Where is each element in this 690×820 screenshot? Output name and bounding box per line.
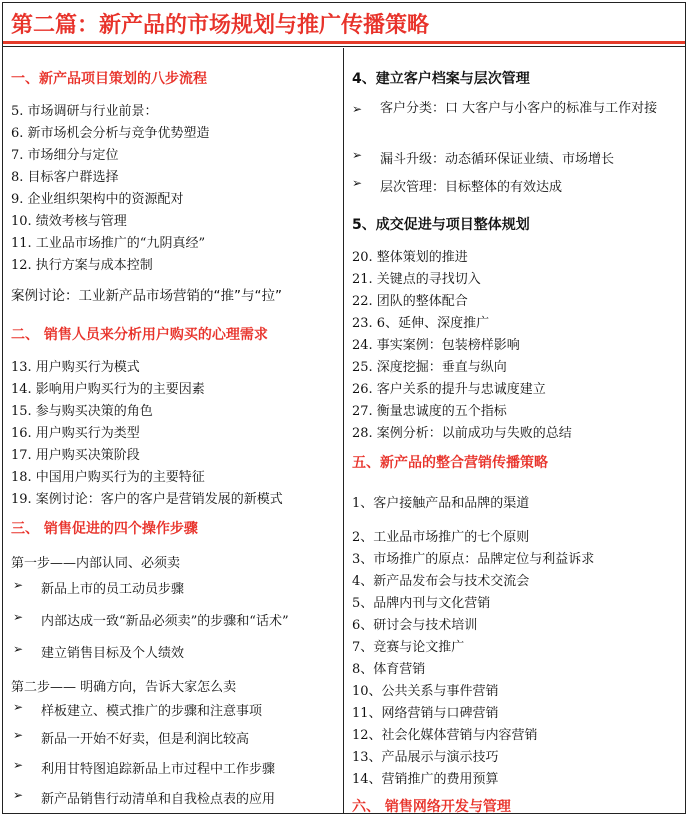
list-item: 25. 深度挖掘：垂直与纵向 (352, 360, 507, 375)
section-heading: 三、 销售促进的四个操作步骤 (11, 521, 198, 537)
left-column (3, 48, 342, 814)
list-item: 8. 目标客户群选择 (11, 170, 119, 185)
list-item: 14、营销推广的费用预算 (352, 772, 499, 787)
bullet-arrow-icon: ➢ (13, 788, 24, 802)
bullet-arrow-icon: ➢ (13, 758, 24, 772)
list-item: 28. 案例分析：以前成功与失败的总结 (352, 426, 572, 441)
list-item: 23. 6、延伸、深度推广 (352, 316, 490, 331)
section-heading: 一、新产品项目策划的八步流程 (11, 71, 207, 87)
list-item: 12、社会化媒体营销与内容营销 (352, 728, 538, 743)
list-item: 3、市场推广的原点：品牌定位与利益诉求 (352, 552, 595, 567)
section-heading: 二、 销售人员来分析用户购买的心理需求 (11, 327, 268, 343)
list-item: 客户分类：口 大客户与小客户的标准与工作对接 (380, 101, 658, 116)
list-item: 新品一开始不好卖，但是利润比较高 (41, 732, 250, 747)
list-item: 7、竞赛与论文推广 (352, 640, 465, 655)
bullet-arrow-icon: ➢ (13, 610, 24, 624)
list-item: 16. 用户购买行为类型 (11, 426, 140, 441)
bullet-arrow-icon: ➢ (13, 700, 24, 714)
list-item: 19. 案例讨论：客户的客户是营销发展的新模式 (11, 492, 283, 507)
list-item: 14. 影响用户购买行为的主要因素 (11, 382, 205, 397)
section-heading: 六、 销售网络开发与管理 (352, 799, 511, 814)
list-item: 10. 绩效考核与管理 (11, 214, 127, 229)
divider (3, 46, 685, 47)
list-item: 7. 市场细分与定位 (11, 148, 119, 163)
list-item: 9. 企业组织架构中的资源配对 (11, 192, 184, 207)
list-item: 12. 执行方案与成本控制 (11, 258, 153, 273)
list-item: 24. 事实案例：包装榜样影响 (352, 338, 520, 353)
step-label: 第一步——内部认同、必须卖 (11, 556, 181, 571)
list-item: 11、网络营销与口碑营销 (352, 706, 499, 721)
list-item: 8、体育营销 (352, 662, 426, 677)
list-item: 5. 市场调研与行业前景： (11, 104, 158, 119)
case-discussion: 案例讨论：工业新产品市场营销的“推”与“拉” (11, 288, 282, 304)
list-item: 20. 整体策划的推进 (352, 250, 468, 265)
list-item: 层次管理：目标整体的有效达成 (380, 180, 563, 195)
section-heading: 5、成交促进与项目整体规划 (352, 217, 530, 233)
list-item: 新品上市的员工动员步骤 (41, 582, 185, 597)
list-item: 21. 关键点的寻找切入 (352, 272, 481, 287)
bullet-arrow-icon: ➢ (352, 176, 363, 190)
list-item: 1、客户接触产品和品牌的渠道 (352, 496, 530, 511)
list-item: 15. 参与购买决策的角色 (11, 404, 153, 419)
list-item: 13. 用户购买行为模式 (11, 360, 140, 375)
list-item: 内部达成一致“新品必须卖”的步骤和“话术” (41, 614, 289, 629)
bullet-arrow-icon: ➢ (352, 148, 363, 162)
step-label: 第二步—— 明确方向，告诉大家怎么卖 (11, 680, 237, 695)
list-item: 新产品销售行动清单和自我检点表的应用 (41, 792, 276, 807)
list-item: 5、品牌内刊与文化营销 (352, 596, 491, 611)
list-item: 6. 新市场机会分析与竞争优势塑造 (11, 126, 210, 141)
list-item: 22. 团队的整体配合 (352, 294, 468, 309)
list-item: 样板建立、模式推广的步骤和注意事项 (41, 704, 263, 719)
right-column (343, 48, 686, 814)
list-item: 漏斗升级：动态循环保证业绩、市场增长 (380, 152, 615, 167)
list-item: 建立销售目标及个人绩效 (41, 646, 185, 661)
list-item: 18. 中国用户购买行为的主要特征 (11, 470, 205, 485)
list-item: 6、研讨会与技术培训 (352, 618, 478, 633)
list-item: 2、工业品市场推广的七个原则 (352, 530, 530, 545)
list-item: 13、产品展示与演示技巧 (352, 750, 499, 765)
bullet-arrow-icon: ➢ (13, 642, 24, 656)
list-item: 27. 衡量忠诚度的五个指标 (352, 404, 507, 419)
list-item: 11. 工业品市场推广的“九阴真经” (11, 236, 206, 251)
list-item: 10、公共关系与事件营销 (352, 684, 499, 699)
list-item: 26. 客户关系的提升与忠诚度建立 (352, 382, 546, 397)
list-item: 4、新产品发布会与技术交流会 (352, 574, 530, 589)
list-item: 利用甘特图追踪新品上市过程中工作步骤 (41, 762, 276, 777)
bullet-arrow-icon: ➢ (13, 728, 24, 742)
page-title: 第二篇：新产品的市场规划与推广传播策略 (11, 13, 430, 38)
section-heading: 4、建立客户档案与层次管理 (352, 71, 530, 87)
section-heading: 五、新产品的整合营销传播策略 (352, 455, 548, 471)
list-item: 17. 用户购买决策阶段 (11, 448, 140, 463)
title-banner (3, 3, 685, 44)
bullet-arrow-icon: ➢ (352, 102, 363, 116)
bullet-arrow-icon: ➢ (13, 578, 24, 592)
